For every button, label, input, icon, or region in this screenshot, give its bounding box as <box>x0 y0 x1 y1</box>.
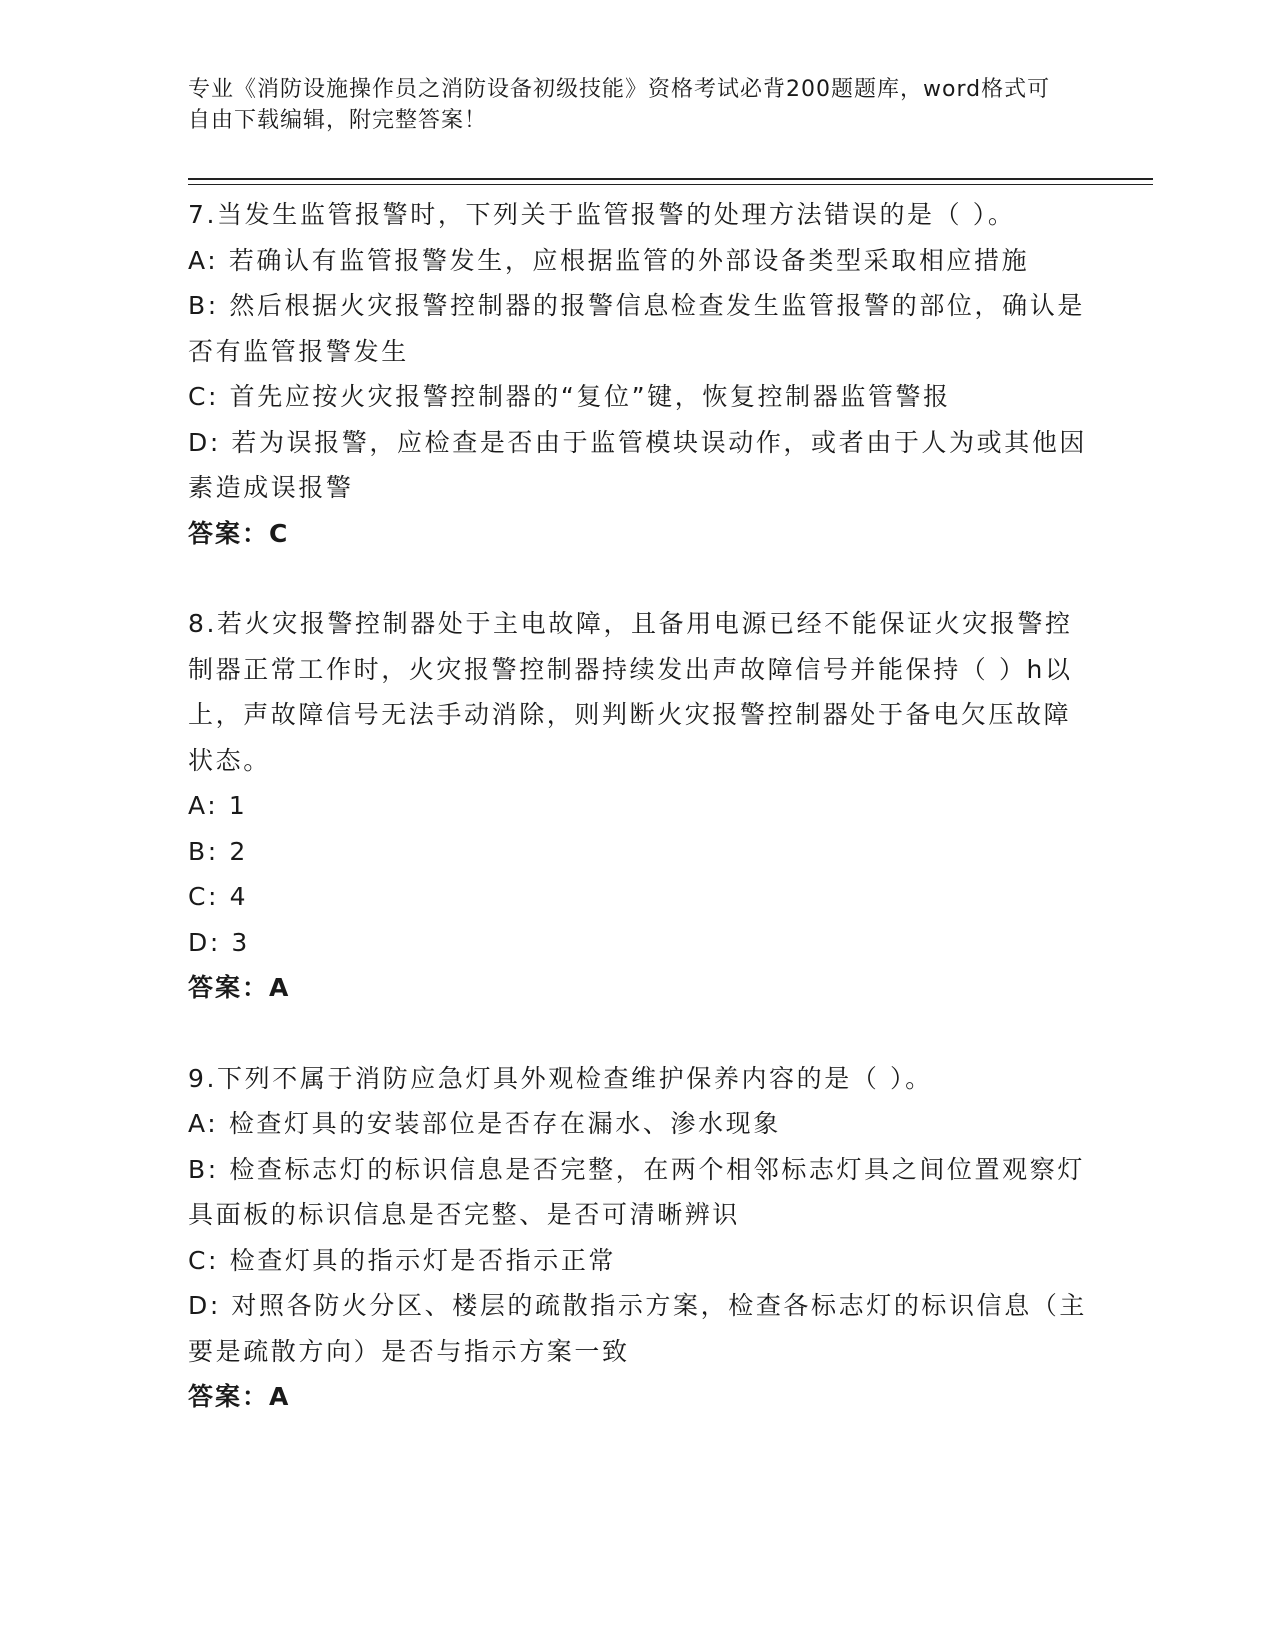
question-stem: 8.若火灾报警控制器处于主电故障，且备用电源已经不能保证火灾报警控制器正常工作时，火灾报警控制器持续发出声故障信号并能保持（ ）h以上，声故障信号无法手动消除，则判断火灾报警控制器处于备电欠压故障状态。 <box>188 609 1073 775</box>
document-header: 专业《消防设施操作员之消防设备初级技能》资格考试必背200题题库，word格式可自由下载编辑，附完整答案！ <box>188 77 1051 133</box>
question-list <box>188 192 1088 1420</box>
question-9 <box>188 1056 1088 1420</box>
question-stem: 9.下列不属于消防应急灯具外观检查维护保养内容的是（ ）。 <box>188 1063 933 1093</box>
question-stem: 7.当发生监管报警时，下列关于监管报警的处理方法错误的是（ ）。 <box>188 200 1016 229</box>
header-rule-thick <box>188 178 1153 180</box>
option-a: A: 1 <box>188 791 248 820</box>
question-7 <box>188 192 1088 556</box>
option-c: C: 4 <box>188 882 249 911</box>
answer: 答案：A <box>188 973 291 1002</box>
option-d: D: 对照各防火分区、楼层的疏散指示方案，检查各标志灯的标识信息（主要是疏散方向）是否与指示方案一致 <box>188 1291 1088 1366</box>
question-8 <box>188 601 1088 1011</box>
option-b: B: 然后根据火灾报警控制器的报警信息检查发生监管报警的部位，确认是否有监管报警发生 <box>188 291 1085 366</box>
answer: 答案：A <box>188 1382 291 1411</box>
option-d: D: 若为误报警，应检查是否由于监管模块误动作，或者由于人为或其他因素造成误报警 <box>188 427 1088 502</box>
option-c: C: 首先应按火灾报警控制器的“复位”键，恢复控制器监管警报 <box>188 382 951 411</box>
answer: 答案：C <box>188 518 290 548</box>
option-b: B: 2 <box>188 836 248 866</box>
option-c: C: 检查灯具的指示灯是否指示正常 <box>188 1245 617 1275</box>
option-a: A: 检查灯具的安装部位是否存在漏水、渗水现象 <box>188 1109 781 1138</box>
question-gap <box>188 556 1088 601</box>
option-b: B: 检查标志灯的标识信息是否完整，在两个相邻标志灯具之间位置观察灯具面板的标识信息是否完整、是否可清晰辨识 <box>188 1154 1085 1229</box>
header-rule-thin <box>188 184 1153 185</box>
question-gap <box>188 1011 1088 1056</box>
option-d: D: 3 <box>188 927 250 957</box>
option-a: A: 若确认有监管报警发生，应根据监管的外部设备类型采取相应措施 <box>188 245 1030 275</box>
